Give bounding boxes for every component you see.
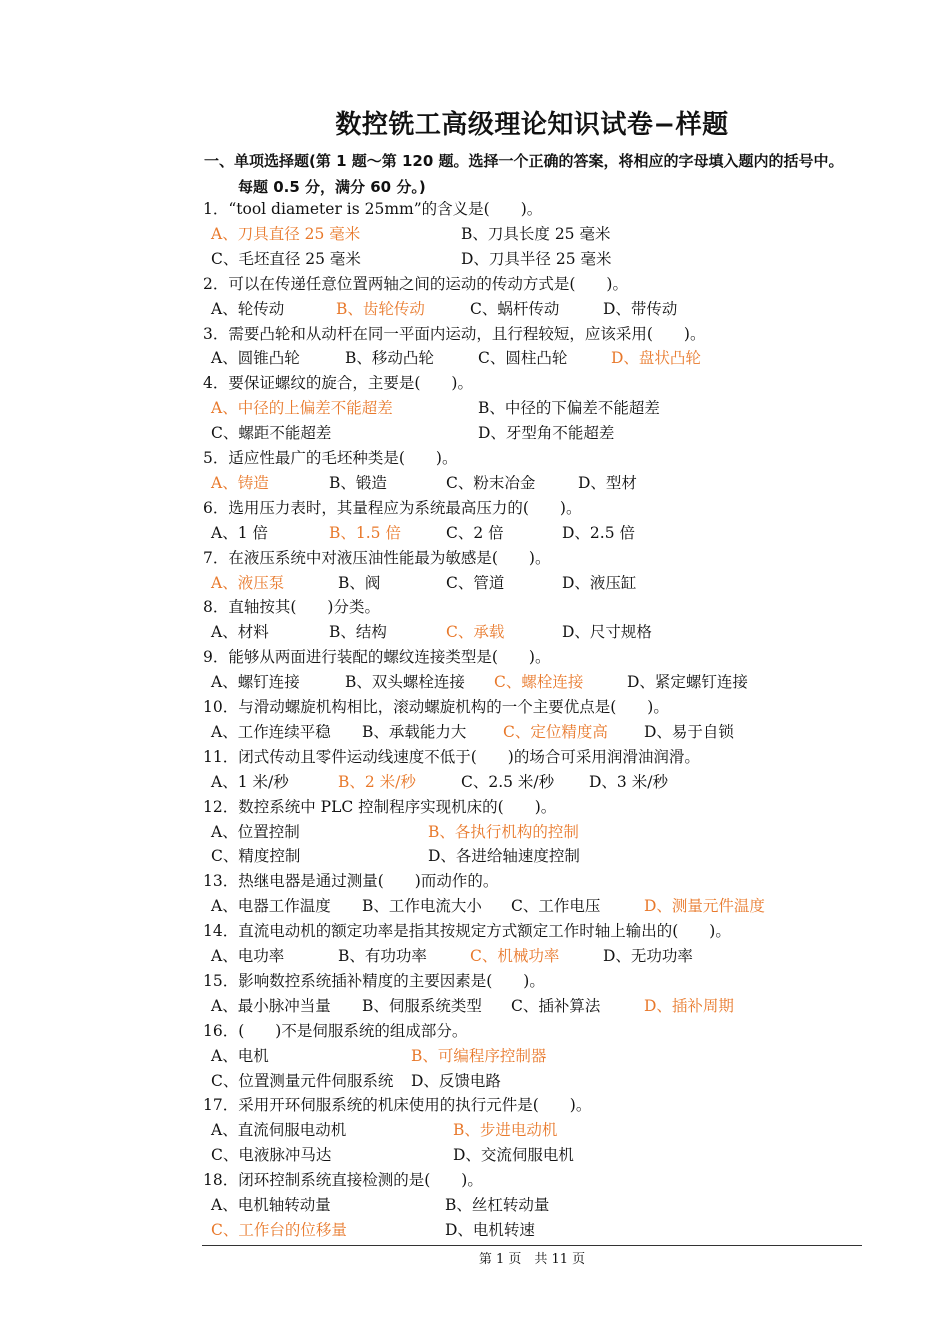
option-row xyxy=(0,1218,950,1243)
answer-option: D、2.5 倍 xyxy=(562,523,636,542)
answer-option: D、刀具半径 25 毫米 xyxy=(461,249,612,268)
page-title: 数控铣工高级理论知识试卷−样题 xyxy=(335,110,729,140)
answer-option: B、伺服系统类型 xyxy=(362,996,482,1015)
answer-option: A、轮传动 xyxy=(211,299,285,318)
answer-option: B、丝杠转动量 xyxy=(445,1196,550,1214)
question-stem: 16．( )不是伺服系统的组成部分。 xyxy=(203,1021,468,1040)
answer-option: D、紧定螺钉连接 xyxy=(627,673,748,692)
answer-option: B、工作电流大小 xyxy=(362,897,482,916)
answer-option: A、圆锥凸轮 xyxy=(211,349,300,368)
answer-option: C、工作电压 xyxy=(511,897,601,916)
question-stem: 3．需要凸轮和从动杆在同一平面内运动，且行程较短，应该采用( )。 xyxy=(203,324,706,343)
section-line-1: 一、单项选择题(第 1 题～第 120 题。选择一个正确的答案，将相应的字母填入题内的括号中。 xyxy=(204,152,844,170)
option-row xyxy=(0,297,950,322)
answer-option: C、螺距不能超差 xyxy=(211,424,332,443)
correct-answer-option: A、刀具直径 25 毫米 xyxy=(211,224,361,243)
answer-option: B、中径的下偏差不能超差 xyxy=(478,399,660,418)
option-row xyxy=(0,1069,950,1094)
answer-option: A、电机 xyxy=(211,1046,269,1065)
answer-option: C、毛坯直径 25 毫米 xyxy=(211,249,361,268)
question-stem: 14．直流电动机的额定功率是指其按规定方式额定工作时轴上输出的( )。 xyxy=(203,922,731,941)
question-stem: 8．直轴按其( )分类。 xyxy=(203,598,380,617)
answer-option: C、2 倍 xyxy=(446,523,504,542)
question-stem: 7．在液压系统中对液压油性能最为敏感是( )。 xyxy=(203,548,551,567)
correct-answer-option: D、盘状凸轮 xyxy=(611,349,701,368)
option-row xyxy=(0,770,950,795)
answer-option: D、无功功率 xyxy=(603,947,693,965)
question-stem: 11．闭式传动且零件运动线速度不低于( )的场合可采用润滑油润滑。 xyxy=(203,747,700,766)
answer-option: D、牙型角不能超差 xyxy=(478,424,615,443)
question-stem: 18．闭环控制系统直接检测的是( )。 xyxy=(203,1171,483,1190)
correct-answer-option: D、测量元件温度 xyxy=(644,897,765,916)
correct-answer-option: B、各执行机构的控制 xyxy=(428,822,579,841)
correct-answer-option: B、齿轮传动 xyxy=(336,299,425,318)
answer-option: A、1 倍 xyxy=(211,523,268,542)
answer-option: B、双头螺栓连接 xyxy=(345,673,465,692)
correct-answer-option: B、1.5 倍 xyxy=(329,523,401,542)
answer-option: D、尺寸规格 xyxy=(562,623,652,642)
question-stem: 17．采用开环伺服系统的机床使用的执行元件是( )。 xyxy=(203,1096,592,1115)
answer-option: A、最小脉冲当量 xyxy=(211,996,331,1015)
answer-option: A、电功率 xyxy=(211,947,285,965)
answer-option: A、材料 xyxy=(211,623,269,642)
option-row xyxy=(0,844,950,869)
answer-option: D、电机转速 xyxy=(445,1220,535,1239)
option-row xyxy=(0,820,950,845)
answer-option: A、直流伺服电动机 xyxy=(211,1121,347,1140)
answer-option: A、1 米/秒 xyxy=(211,772,289,791)
question-stem: 12．数控系统中 PLC 控制程序实现机床的( )。 xyxy=(203,797,557,816)
answer-option: A、电机轴转动量 xyxy=(211,1196,331,1214)
correct-answer-option: C、机械功率 xyxy=(470,947,560,965)
answer-option: B、移动凸轮 xyxy=(345,349,434,368)
option-row xyxy=(0,571,950,596)
question-stem: 2．可以在传递任意位置两轴之间的运动的传动方式是( )。 xyxy=(203,274,628,293)
answer-option: C、精度控制 xyxy=(211,847,301,866)
correct-answer-option: A、铸造 xyxy=(211,473,269,492)
answer-option: B、承载能力大 xyxy=(362,722,467,741)
option-row xyxy=(0,471,950,496)
answer-option: D、液压缸 xyxy=(562,573,637,592)
option-row xyxy=(0,222,950,247)
option-row xyxy=(0,894,950,919)
option-row xyxy=(0,1193,950,1218)
correct-answer-option: C、承载 xyxy=(446,623,505,642)
question-stem: 13．热继电器是通过测量( )而动作的。 xyxy=(203,872,499,891)
option-row xyxy=(0,1118,950,1143)
answer-option: D、各进给轴速度控制 xyxy=(428,847,580,866)
question-stem: 10．与滑动螺旋机构相比，滚动螺旋机构的一个主要优点是( )。 xyxy=(203,698,669,716)
answer-option: C、插补算法 xyxy=(511,996,601,1015)
option-row xyxy=(0,720,950,745)
option-row xyxy=(0,1143,950,1168)
answer-option: C、2.5 米/秒 xyxy=(461,772,555,791)
section-line-2: 每题 0.5 分，满分 60 分。) xyxy=(238,178,426,196)
option-row xyxy=(0,994,950,1019)
answer-option: C、蜗杆传动 xyxy=(470,299,560,318)
answer-option: D、带传动 xyxy=(603,299,678,318)
option-row xyxy=(0,247,950,272)
correct-answer-option: B、可编程序控制器 xyxy=(411,1046,547,1065)
answer-option: B、结构 xyxy=(329,623,387,642)
question-stem: 15．影响数控系统插补精度的主要因素是( )。 xyxy=(203,971,545,990)
option-row xyxy=(0,620,950,645)
correct-answer-option: C、工作台的位移量 xyxy=(211,1220,347,1239)
option-row xyxy=(0,1044,950,1069)
correct-answer-option: B、2 米/秒 xyxy=(338,772,416,791)
answer-option: C、管道 xyxy=(446,573,505,592)
question-stem: 1．“tool diameter is 25mm”的含义是( )。 xyxy=(203,200,543,218)
correct-answer-option: D、插补周期 xyxy=(644,996,734,1015)
answer-option: B、阀 xyxy=(338,573,381,592)
question-stem: 5．适应性最广的毛坯种类是( )。 xyxy=(203,449,458,467)
answer-option: C、圆柱凸轮 xyxy=(478,349,568,368)
correct-answer-option: A、中径的上偏差不能超差 xyxy=(211,399,393,418)
option-row xyxy=(0,346,950,371)
correct-answer-option: B、步进电动机 xyxy=(453,1121,558,1140)
answer-option: D、反馈电路 xyxy=(411,1071,501,1090)
option-row xyxy=(0,670,950,695)
option-row xyxy=(0,421,950,446)
correct-answer-option: C、定位精度高 xyxy=(503,722,608,741)
page-footer: 第 1 页 共 11 页 xyxy=(478,1252,586,1267)
question-stem: 9．能够从两面进行装配的螺纹连接类型是( )。 xyxy=(203,648,551,667)
option-row xyxy=(0,521,950,546)
correct-answer-option: C、螺栓连接 xyxy=(494,673,584,692)
answer-option: D、易于自锁 xyxy=(644,722,734,741)
question-stem: 4．要保证螺纹的旋合，主要是( )。 xyxy=(203,374,473,393)
answer-option: D、3 米/秒 xyxy=(589,772,668,791)
answer-option: D、交流伺服电机 xyxy=(453,1146,574,1165)
answer-option: B、有功功率 xyxy=(338,947,427,965)
section-instructions xyxy=(204,148,884,200)
answer-option: C、电液脉冲马达 xyxy=(211,1146,332,1165)
answer-option: A、位置控制 xyxy=(211,822,300,841)
answer-option: D、型材 xyxy=(578,473,637,492)
correct-answer-option: A、液压泵 xyxy=(211,573,285,592)
footer-divider xyxy=(202,1245,862,1246)
question-stem: 6．选用压力表时，其量程应为系统最高压力的( )。 xyxy=(203,498,582,517)
answer-option: B、锻造 xyxy=(329,473,387,492)
option-row xyxy=(0,396,950,421)
answer-option: A、电器工作温度 xyxy=(211,897,331,916)
answer-option: B、刀具长度 25 毫米 xyxy=(461,224,611,243)
option-row xyxy=(0,944,950,969)
answer-option: A、螺钉连接 xyxy=(211,673,300,692)
answer-option: C、位置测量元件伺服系统 xyxy=(211,1071,394,1090)
answer-option: A、工作连续平稳 xyxy=(211,722,331,741)
answer-option: C、粉末冶金 xyxy=(446,473,536,492)
